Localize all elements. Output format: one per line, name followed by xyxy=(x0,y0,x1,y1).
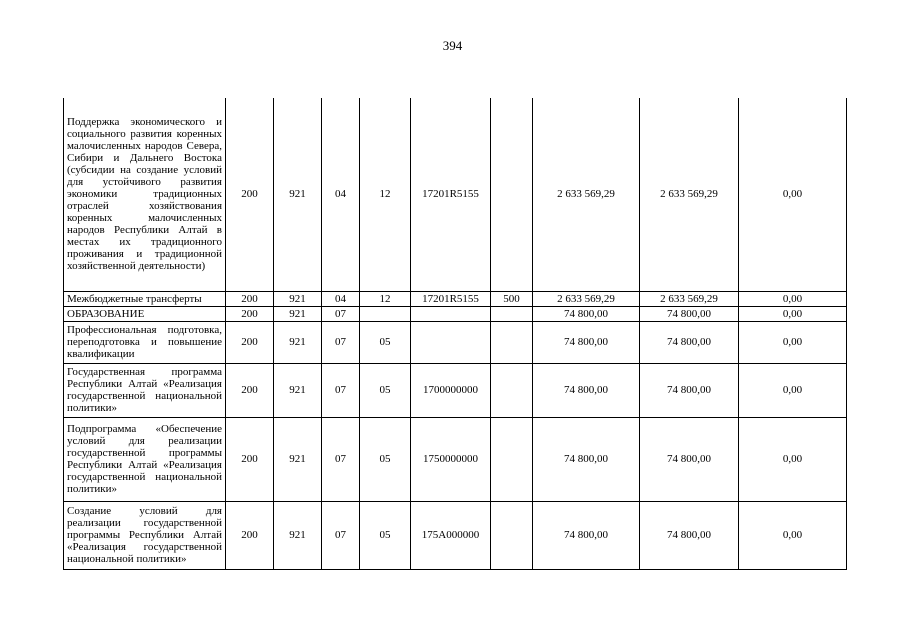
executed-cell: 74 800,00 xyxy=(640,417,739,501)
section-cell: 07 xyxy=(322,321,360,363)
executed-cell: 74 800,00 xyxy=(640,501,739,569)
admin-code-cell: 200 xyxy=(226,321,274,363)
executed-cell: 74 800,00 xyxy=(640,306,739,321)
table-row xyxy=(64,363,847,417)
subsection-cell: 05 xyxy=(360,501,411,569)
executed-cell: 74 800,00 xyxy=(640,363,739,417)
section-cell: 07 xyxy=(322,501,360,569)
amount-cell: 74 800,00 xyxy=(533,321,640,363)
remaining-cell: 0,00 xyxy=(739,306,847,321)
expense-type-cell xyxy=(491,321,533,363)
expense-type-cell xyxy=(491,417,533,501)
expense-type-cell xyxy=(491,501,533,569)
section-cell: 07 xyxy=(322,363,360,417)
table-row xyxy=(64,501,847,569)
admin-code-cell: 200 xyxy=(226,501,274,569)
amount-cell: 74 800,00 xyxy=(533,306,640,321)
remaining-cell: 0,00 xyxy=(739,501,847,569)
ministry-code-cell: 921 xyxy=(274,501,322,569)
subsection-cell: 05 xyxy=(360,363,411,417)
expense-type-cell xyxy=(491,98,533,291)
admin-code-cell: 200 xyxy=(226,306,274,321)
expense-type-cell: 500 xyxy=(491,291,533,306)
row-name-cell: Подпрограмма «Обеспечение условий для реализации государственной программы Республики Алтай «Реализация государственной национальной политики» xyxy=(64,417,226,501)
table-row xyxy=(64,321,847,363)
amount-cell: 2 633 569,29 xyxy=(533,98,640,291)
remaining-cell: 0,00 xyxy=(739,98,847,291)
subsection-cell: 05 xyxy=(360,417,411,501)
ministry-code-cell: 921 xyxy=(274,98,322,291)
admin-code-cell: 200 xyxy=(226,417,274,501)
expense-type-cell xyxy=(491,363,533,417)
target-article-cell: 175A000000 xyxy=(411,501,491,569)
row-name-cell: Государственная программа Республики Алтай «Реализация государственной национальной политики» xyxy=(64,363,226,417)
ministry-code-cell: 921 xyxy=(274,321,322,363)
executed-cell: 2 633 569,29 xyxy=(640,98,739,291)
table-row xyxy=(64,291,847,306)
section-cell: 07 xyxy=(322,306,360,321)
remaining-cell: 0,00 xyxy=(739,363,847,417)
subsection-cell: 12 xyxy=(360,291,411,306)
table-row xyxy=(64,306,847,321)
target-article-cell: 1750000000 xyxy=(411,417,491,501)
remaining-cell: 0,00 xyxy=(739,321,847,363)
amount-cell: 74 800,00 xyxy=(533,417,640,501)
amount-cell: 74 800,00 xyxy=(533,501,640,569)
page-number: 394 xyxy=(442,38,463,53)
target-article-cell xyxy=(411,306,491,321)
table-row xyxy=(64,98,847,291)
executed-cell: 2 633 569,29 xyxy=(640,291,739,306)
target-article-cell: 1700000000 xyxy=(411,363,491,417)
expense-type-cell xyxy=(491,306,533,321)
budget-table xyxy=(63,98,847,570)
remaining-cell: 0,00 xyxy=(739,291,847,306)
admin-code-cell: 200 xyxy=(226,291,274,306)
target-article-cell: 17201R5155 xyxy=(411,98,491,291)
row-name-cell: Поддержка экономического и социального развития коренных малочисленных народов Севера, Сибири и Дальнего Востока (субсидии на создание условий для устойчивого развития экономики традиционных отраслей хозяйствования коренных малочисленных народов Республики Алтай в местах их традиционного проживания и традиционной хозяйственной деятельности) xyxy=(64,98,226,291)
target-article-cell: 17201R5155 xyxy=(411,291,491,306)
section-cell: 04 xyxy=(322,98,360,291)
row-name-cell: Создание условий для реализации государственной программы Республики Алтай «Реализация государственной национальной политики» xyxy=(64,501,226,569)
ministry-code-cell: 921 xyxy=(274,291,322,306)
subsection-cell: 12 xyxy=(360,98,411,291)
executed-cell: 74 800,00 xyxy=(640,321,739,363)
admin-code-cell: 200 xyxy=(226,363,274,417)
section-cell: 04 xyxy=(322,291,360,306)
row-name-cell: Межбюджетные трансферты xyxy=(64,291,226,306)
subsection-cell xyxy=(360,306,411,321)
section-cell: 07 xyxy=(322,417,360,501)
row-name-cell: ОБРАЗОВАНИЕ xyxy=(64,306,226,321)
admin-code-cell: 200 xyxy=(226,98,274,291)
ministry-code-cell: 921 xyxy=(274,417,322,501)
subsection-cell: 05 xyxy=(360,321,411,363)
remaining-cell: 0,00 xyxy=(739,417,847,501)
row-name-cell: Профессиональная подготовка, переподготовка и повышение квалификации xyxy=(64,321,226,363)
table-row xyxy=(64,417,847,501)
amount-cell: 74 800,00 xyxy=(533,363,640,417)
amount-cell: 2 633 569,29 xyxy=(533,291,640,306)
target-article-cell xyxy=(411,321,491,363)
ministry-code-cell: 921 xyxy=(274,306,322,321)
ministry-code-cell: 921 xyxy=(274,363,322,417)
